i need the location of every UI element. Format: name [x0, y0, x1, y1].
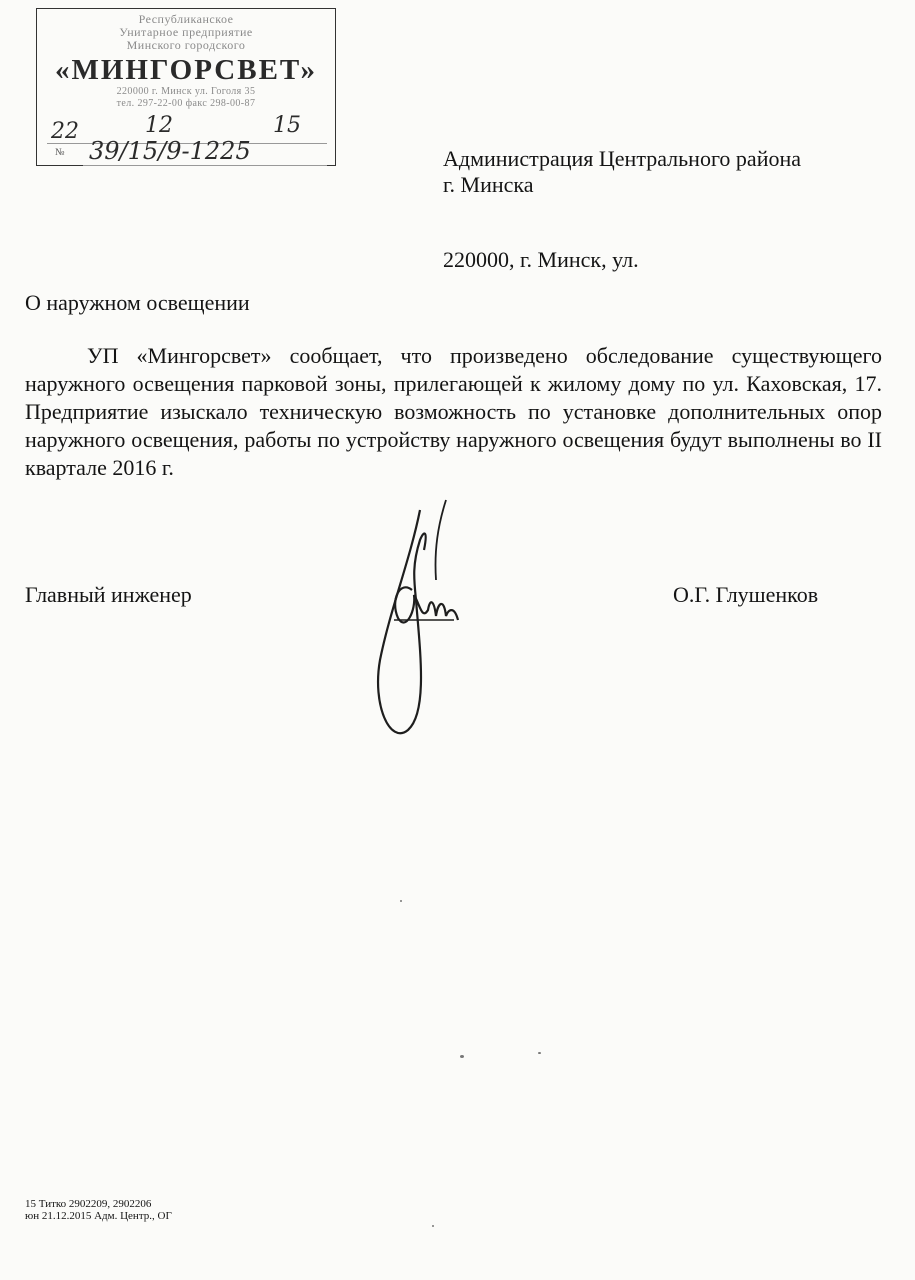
scan-speck — [432, 1225, 434, 1227]
stamp-number: 39/15/9-1225 — [89, 137, 251, 165]
stamp-address: 220000 г. Минск ул. Гоголя 35 — [116, 86, 256, 97]
stamp-date-year: 15 — [273, 113, 301, 138]
stamp-org-line-1: Республиканское — [138, 12, 234, 26]
footer-line-2: юн 21.12.2015 Адм. Центр., ОГ — [25, 1210, 172, 1222]
footer-note — [25, 1198, 172, 1222]
recipient-address: 220000, г. Минск, ул. — [443, 247, 639, 272]
signer-role: Главный инженер — [25, 582, 192, 607]
letterhead-stamp — [36, 8, 336, 166]
stamp-number-label: № — [55, 147, 65, 158]
recipient-block — [443, 146, 913, 198]
stamp-number-underline — [83, 165, 327, 166]
recipient-line-1: Администрация Центрального района — [443, 146, 802, 171]
signer-name: О.Г. Глушенков — [673, 582, 819, 607]
stamp-org-line-2: Унитарное предприятие — [119, 25, 253, 39]
letter-body — [25, 342, 882, 482]
body-paragraph: УП «Мингорсвет» сообщает, что произведено обследование существующего наружного освещения парковой зоны, прилегающей к жилому дому по ул. Каховская, 17. Предприятие изыскало техническую возможность по установке дополнительных опор наружного освещения, работы по устройству наружного освещения будут выполнены во II квартале 2016 г. — [25, 343, 882, 480]
footer-line-1: 15 Титко 2902209, 2902206 — [25, 1198, 152, 1210]
scan-speck — [460, 1055, 464, 1058]
stamp-phones: тел. 297-22-00 факс 298-00-87 — [116, 98, 256, 109]
stamp-date-day: 22 — [51, 119, 79, 144]
recipient-line-2: г. Минска — [443, 172, 534, 197]
handwritten-signature — [350, 470, 500, 750]
stamp-org-name: «МИНГОРСВЕТ» — [54, 54, 318, 86]
stamp-date-month: 12 — [145, 113, 173, 138]
scan-speck — [400, 900, 402, 902]
scan-speck — [538, 1052, 541, 1054]
letter-subject: О наружном освещении — [25, 290, 250, 315]
stamp-org-line-3: Минского городского — [126, 38, 246, 52]
